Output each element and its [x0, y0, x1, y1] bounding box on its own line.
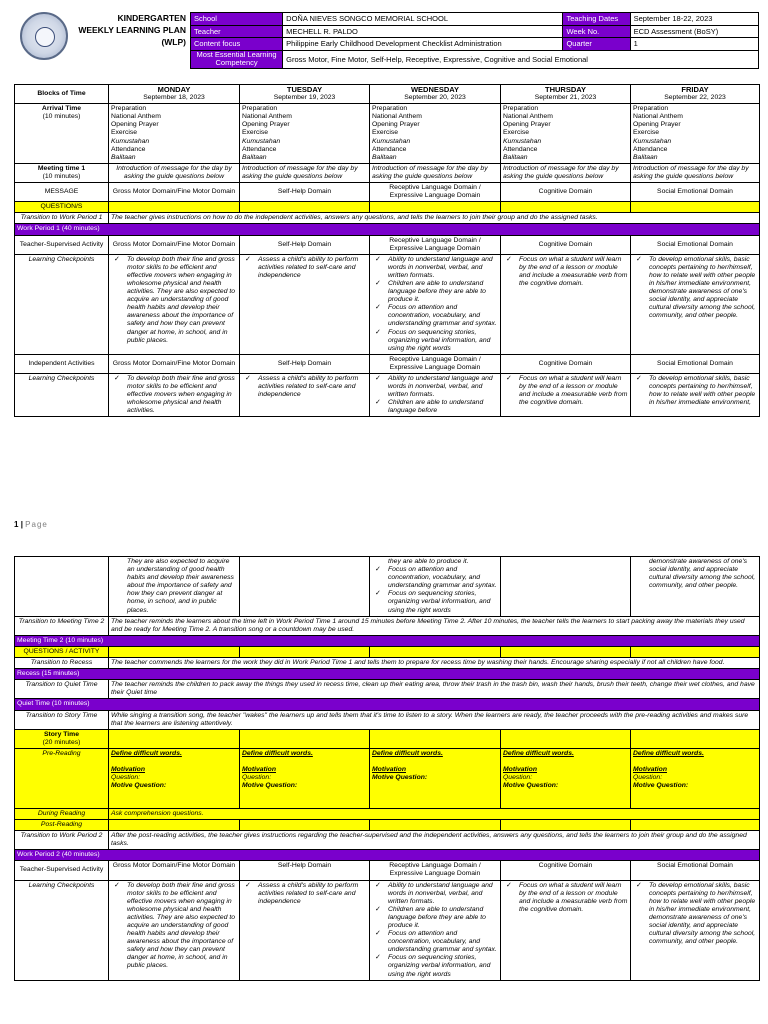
- blocks-of-time-header: Blocks of Time: [15, 85, 109, 104]
- selfhelp-checkpoints: ✓ Assess a child's ability to perform activities related to self-care and independence: [240, 374, 370, 417]
- receptive-checkpoints-continued: they are able to produce it. ✓ Focus on attention and concentration, vocabulary, and understanding grammar and syntax. ✓ Focus on sequencing stories, organizing verbal information, and using the right words: [370, 557, 501, 617]
- school-value: DOÑA NIEVES SONGCO MEMORIAL SCHOOL: [283, 13, 563, 26]
- meeting-time-1-row: [15, 163, 760, 182]
- arrival-item: Attendance: [111, 145, 146, 153]
- receptive-language-domain: Receptive Language Domain / Expressive Language Domain: [370, 235, 501, 254]
- school-label: School: [191, 13, 283, 26]
- selfhelp-checkpoints: ✓ Assess a child's ability to perform activities related to self-care and independence: [240, 880, 370, 980]
- transition-quiet-label: Transition to Quiet Time: [15, 680, 109, 699]
- arrival-item: National Anthem: [503, 113, 553, 121]
- teacher-supervised-label: Teacher-Supervised Activity: [15, 235, 109, 254]
- empty-cell: [240, 557, 370, 617]
- gross-motor-domain: Gross Motor Domain/Fine Motor Domain: [109, 235, 240, 254]
- arrival-item: Attendance: [633, 145, 668, 153]
- arrival-item: Opening Prayer: [372, 121, 420, 129]
- arrival-time-row: [15, 104, 760, 164]
- arrival-item: Balitaan: [111, 153, 136, 161]
- arrival-item: Balitaan: [503, 153, 528, 161]
- quiet-time-header-row: [15, 699, 760, 710]
- pre-reading-friday: Define difficult words. Motivation Question: Motive Question:: [631, 748, 760, 808]
- transition-quiet-text: The teacher reminds the children to pack away the things they used in recess time, clean up their eating area, throw their trash in the trash bin, wash their hands, brush their teeth, change their wet clothes, and have their Quiet time: [109, 680, 760, 699]
- story-cell: [109, 729, 240, 748]
- receptive-checkpoints: ✓ Ability to understand language and words in nonverbal, verbal, and written formats. ✓ Children are able to understand language before they are able to produce it. ✓ Focus on attention and concentration, vocabulary, and understanding grammar and syntax. ✓ Focus on sequencing stories, organizing verbal information, and using the right words: [370, 254, 501, 354]
- gross-motor-domain: Gross Motor Domain/Fine Motor Domain: [109, 861, 240, 880]
- gross-checkpoints: ✓ To develop both their fine and gross motor skills to be efficient and effective movers when engaging in wholesome physical and health activities.: [109, 374, 240, 417]
- learning-checkpoints-label: Learning Checkpoints: [15, 254, 109, 354]
- self-help-domain: Self-Help Domain: [240, 354, 370, 373]
- during-reading-label: During Reading: [15, 808, 109, 819]
- receptive-checkpoints: ✓ Ability to understand language and words in nonverbal, verbal, and written formats. ✓ Children are able to understand language before: [370, 374, 501, 417]
- quarter-label: Quarter: [563, 38, 630, 51]
- work-period-2-header: Work Period 2 (40 minutes): [15, 850, 760, 861]
- pre-reading-wednesday: Define difficult words. Motivation Motive Question:: [370, 748, 501, 808]
- pre-reading-monday: Define difficult words. Motivation Question: Motive Question:: [109, 748, 240, 808]
- pre-reading-thursday: Define difficult words. Motivation Question: Motive Question:: [501, 748, 631, 808]
- post-reading-cell: [109, 819, 240, 830]
- arrival-item: Kumustahan: [503, 137, 542, 145]
- arrival-item: Exercise: [242, 129, 269, 137]
- week-value: ECD Assessment (BoSY): [630, 25, 758, 38]
- questions-cell: [631, 202, 760, 213]
- self-help-domain: Self-Help Domain: [240, 861, 370, 880]
- wlp-table-page-1: [14, 84, 760, 417]
- content-focus-label: Content focus: [191, 38, 283, 51]
- questions-row: [15, 202, 760, 213]
- work-period-1-header-row: [15, 224, 760, 235]
- transition-meeting2-label: Transition to Meeting Time 2: [15, 616, 109, 635]
- friday-header: FRIDAY September 22, 2023: [631, 85, 760, 104]
- story-time-row: [15, 729, 760, 748]
- cognitive-checkpoints: ✓ Focus on what a student will learn by the end of a lesson or module and include a measurable verb from the cognitive domain.: [501, 254, 631, 354]
- during-reading-row: [15, 808, 760, 819]
- plan-header: [14, 10, 759, 72]
- social-emotional-domain: Social Emotional Domain: [631, 354, 760, 373]
- arrival-item: Exercise: [372, 129, 399, 137]
- receptive-language-domain: Receptive Language Domain / Expressive Language Domain: [370, 183, 501, 202]
- plan-title: KINDERGARTEN WEEKLY LEARNING PLAN (WLP): [78, 13, 186, 47]
- melc-label: Most Essential Learning Competency: [191, 50, 283, 68]
- post-reading-label: Post-Reading: [15, 819, 109, 830]
- selfhelp-checkpoints: ✓ Assess a child's ability to perform activities related to self-care and independence: [240, 254, 370, 354]
- arrival-list: [370, 104, 501, 164]
- questions-activity-label: QUESTIONS / ACTIVITY: [15, 646, 109, 657]
- transition-wp2-label: Transition to Work Period 2: [15, 831, 109, 850]
- post-reading-row: [15, 819, 760, 830]
- message-row: [15, 183, 760, 202]
- receptive-language-domain: Receptive Language Domain / Expressive Language Domain: [370, 861, 501, 880]
- cognitive-checkpoints: ✓ Focus on what a student will learn by the end of a lesson or module and include a measurable verb from the cognitive domain.: [501, 374, 631, 417]
- teacher-supervised-row: [15, 235, 760, 254]
- transition-recess-label: Transition to Recess: [15, 658, 109, 669]
- learning-checkpoints-row: [15, 254, 760, 354]
- meeting-time-2-header-row: [15, 635, 760, 646]
- arrival-item: Preparation: [633, 105, 669, 113]
- page-2: [0, 556, 768, 1024]
- social-emotional-domain: Social Emotional Domain: [631, 183, 760, 202]
- arrival-item: Balitaan: [372, 153, 397, 161]
- arrival-item: Attendance: [242, 145, 277, 153]
- gross-checkpoints: ✓ To develop both their fine and gross motor skills to be efficient and effective movers when engaging in wholesome physical and health activities. They are also expected to acquire an understanding of good health habits and develop their awareness about the importance of safety and how they can prevent danger at home, in school, and in public places.: [109, 254, 240, 354]
- header-info-table: [190, 12, 759, 69]
- arrival-item: Attendance: [372, 145, 407, 153]
- arrival-item: National Anthem: [111, 113, 161, 121]
- recess-header-row: [15, 669, 760, 680]
- arrival-item: Opening Prayer: [633, 121, 681, 129]
- story-time-label: Story Time (20 minutes): [15, 729, 109, 748]
- questions-cell: [109, 202, 240, 213]
- arrival-item: Opening Prayer: [503, 121, 551, 129]
- tuesday-header: TUESDAY September 19, 2023: [240, 85, 370, 104]
- teaching-dates-value: September 18-22, 2023: [630, 13, 758, 26]
- self-help-domain: Self-Help Domain: [240, 183, 370, 202]
- gross-checkpoints: ✓ To develop both their fine and gross motor skills to be efficient and effective movers when engaging in wholesome physical and health activities. They are also expected to acquire an understanding of good health habits and develop their awareness about the importance of safety and how they can prevent danger at home, in school, and in public places.: [109, 880, 240, 980]
- pre-reading-tuesday: Define difficult words. Motivation Question: Motive Question:: [240, 748, 370, 808]
- meeting-text: Introduction of message for the day by asking the guide questions below: [501, 163, 631, 182]
- post-reading-cell: [631, 819, 760, 830]
- arrival-list: [109, 104, 240, 164]
- arrival-item: Preparation: [242, 105, 278, 113]
- pre-reading-label: Pre-Reading: [15, 748, 109, 808]
- arrival-item: Kumustahan: [633, 137, 672, 145]
- self-help-domain: Self-Help Domain: [240, 235, 370, 254]
- page-footer: 1 | Page: [14, 520, 48, 529]
- meeting-time-2-header: Meeting Time 2 (10 minutes): [15, 635, 760, 646]
- arrival-list: [631, 104, 760, 164]
- pre-reading-row: [15, 748, 760, 808]
- post-reading-cell: [240, 819, 370, 830]
- transition-recess-text: The teacher commends the learners for the work they did in Work Period Time 1 and tells them to prepare for recess time by washing their hands. Encourage sharing especially if not all children have food.: [109, 658, 760, 669]
- melc-value: Gross Motor, Fine Motor, Self-Help, Receptive, Expressive, Cognitive and Social Emotional: [283, 50, 759, 68]
- questions-label: QUESTION/S: [15, 202, 109, 213]
- cognitive-checkpoints: ✓ Focus on what a student will learn by the end of a lesson or module and include a measurable verb from the cognitive domain.: [501, 880, 631, 980]
- arrival-item: Preparation: [111, 105, 147, 113]
- empty-cell: [15, 557, 109, 617]
- social-checkpoints-continued: demonstrate awareness of one's social identity, and appreciate cultural diversity among the school, community, and other people.: [631, 557, 760, 617]
- cognitive-domain: Cognitive Domain: [501, 183, 631, 202]
- arrival-item: Exercise: [111, 129, 138, 137]
- gross-checkpoints-continued: They are also expected to acquire an understanding of good health habits and develop their awareness about the importance of safety and how they can prevent danger at home, in school, and in public places.: [109, 557, 240, 617]
- story-cell: [370, 729, 501, 748]
- arrival-time-label: Arrival Time (10 minutes): [15, 104, 109, 164]
- gross-motor-domain: Gross Motor Domain/Fine Motor Domain: [109, 354, 240, 373]
- arrival-item: Balitaan: [242, 153, 267, 161]
- message-label: MESSAGE: [15, 183, 109, 202]
- transition-story-label: Transition to Story Time: [15, 710, 109, 729]
- questions-cell: [240, 646, 370, 657]
- arrival-item: Opening Prayer: [242, 121, 290, 129]
- transition-wp2-text: After the post-reading activities, the teacher gives instructions regarding the teacher-supervised and the independent activities, answers any questions, and tells the learners to join their group and do the assigned tasks.: [109, 831, 760, 850]
- social-emotional-domain: Social Emotional Domain: [631, 235, 760, 254]
- independent-activities-row: [15, 354, 760, 373]
- meeting-time-1-label: Meeting time 1 (10 minutes): [15, 163, 109, 182]
- learning-checkpoints-row: [15, 880, 760, 980]
- teacher-supervised-row: [15, 861, 760, 880]
- arrival-item: Attendance: [503, 145, 538, 153]
- arrival-item: Exercise: [503, 129, 530, 137]
- arrival-item: Preparation: [503, 105, 539, 113]
- post-reading-cell: [501, 819, 631, 830]
- questions-cell: [370, 646, 501, 657]
- questions-cell: [501, 202, 631, 213]
- social-emotional-domain: Social Emotional Domain: [631, 861, 760, 880]
- transition-meeting2-text: The teacher reminds the learners about the time left in Work Period Time 1 around 15 minutes before Meeting Time 2. After 10 minutes, the teacher tells the learners to start packing away the materials they used and be ready for Meeting Time 2. A transition song or a countdown may be used.: [109, 616, 760, 635]
- social-checkpoints: ✓ To develop emotional skills, basic concepts pertaining to her/himself, how to relate well with other people in his/her immediate environment,: [631, 374, 760, 417]
- transition-wp1-label: Transition to Work Period 1: [15, 213, 109, 224]
- arrival-item: Kumustahan: [372, 137, 411, 145]
- thursday-header: THURSDAY September 21, 2023: [501, 85, 631, 104]
- story-cell: [240, 729, 370, 748]
- independent-activities-label: Independent Activities: [15, 354, 109, 373]
- receptive-language-domain: Receptive Language Domain / Expressive Language Domain: [370, 354, 501, 373]
- work-period-2-header-row: [15, 850, 760, 861]
- questions-cell: [109, 646, 240, 657]
- meeting-text: Introduction of message for the day by asking the guide questions below: [370, 163, 501, 182]
- story-cell: [501, 729, 631, 748]
- transition-work-period-2-row: [15, 831, 760, 850]
- teacher-supervised-label: Teacher-Supervised Activity: [15, 861, 109, 880]
- teacher-label: Teacher: [191, 25, 283, 38]
- transition-work-period-1-row: [15, 213, 760, 224]
- transition-story-row: [15, 710, 760, 729]
- learning-checkpoints-label: Learning Checkpoints: [15, 880, 109, 980]
- checkpoints-continued-row: [15, 557, 760, 617]
- teaching-dates-label: Teaching Dates: [563, 13, 630, 26]
- recess-header: Recess (15 minutes): [15, 669, 760, 680]
- quiet-time-header: Quiet Time (10 minutes): [15, 699, 760, 710]
- learning-checkpoints-row: [15, 374, 760, 417]
- learning-checkpoints-label: Learning Checkpoints: [15, 374, 109, 417]
- cognitive-domain: Cognitive Domain: [501, 354, 631, 373]
- cognitive-domain: Cognitive Domain: [501, 235, 631, 254]
- teacher-value: MECHELL R. PALDO: [283, 25, 563, 38]
- post-reading-cell: [370, 819, 501, 830]
- transition-meeting-2-row: [15, 616, 760, 635]
- transition-quiet-row: [15, 680, 760, 699]
- meeting-text: Introduction of message for the day by asking the guide questions below: [631, 163, 760, 182]
- arrival-item: Opening Prayer: [111, 121, 159, 129]
- questions-cell: [370, 202, 501, 213]
- questions-cell: [240, 202, 370, 213]
- transition-recess-row: [15, 658, 760, 669]
- arrival-item: National Anthem: [633, 113, 683, 121]
- arrival-item: Balitaan: [633, 153, 658, 161]
- day-header-row: [15, 85, 760, 104]
- questions-cell: [631, 646, 760, 657]
- questions-activity-row: [15, 646, 760, 657]
- wlp-table-page-2: [14, 556, 760, 981]
- empty-cell: [501, 557, 631, 617]
- cognitive-domain: Cognitive Domain: [501, 861, 631, 880]
- week-label: Week No.: [563, 25, 630, 38]
- during-reading-text: Ask comprehension questions.: [109, 808, 760, 819]
- wednesday-header: WEDNESDAY September 20, 2023: [370, 85, 501, 104]
- monday-header: MONDAY September 18, 2023: [109, 85, 240, 104]
- arrival-item: Kumustahan: [111, 137, 150, 145]
- arrival-item: National Anthem: [242, 113, 292, 121]
- quarter-value: 1: [630, 38, 758, 51]
- social-checkpoints: ✓ To develop emotional skills, basic concepts pertaining to her/himself, how to relate well with other people in his/her immediate environment, demonstrate awareness of one's social identity, and appreciate cultural diversity among the school, community, and other people.: [631, 880, 760, 980]
- arrival-item: Exercise: [633, 129, 660, 137]
- story-cell: [631, 729, 760, 748]
- transition-wp1-text: The teacher gives instructions on how to do the independent activities, answers any questions, and tells the learners to join their group and do the assigned tasks.: [109, 213, 760, 224]
- arrival-list: [240, 104, 370, 164]
- arrival-item: Kumustahan: [242, 137, 281, 145]
- gross-motor-domain: Gross Motor Domain/Fine Motor Domain: [109, 183, 240, 202]
- social-checkpoints: ✓ To develop emotional skills, basic concepts pertaining to her/himself, how to relate well with other people in his/her immediate environment, demonstrate awareness of one's social identity, and appreciate cultural diversity among the school, community, and other people.: [631, 254, 760, 354]
- arrival-item: Preparation: [372, 105, 408, 113]
- arrival-list: [501, 104, 631, 164]
- receptive-checkpoints: ✓ Ability to understand language and words in nonverbal, verbal, and written formats. ✓ Children are able to understand language before they are able to produce it. ✓ Focus on attention and concentration, vocabulary, and understanding grammar and syntax. ✓ Focus on sequencing stories, organizing verbal information, and using the right words: [370, 880, 501, 980]
- content-focus-value: Philippine Early Childhood Development Checklist Administration: [283, 38, 563, 51]
- work-period-1-header: Work Period 1 (40 minutes): [15, 224, 760, 235]
- questions-cell: [501, 646, 631, 657]
- arrival-item: National Anthem: [372, 113, 422, 121]
- meeting-text: Introduction of message for the day by asking the guide questions below: [109, 163, 240, 182]
- transition-story-text: While singing a transition song, the teacher "wakes" the learners up and tells them that it's time to listen to a story. When the learners are ready, the teacher proceeds with the pre-reading activities and makes sure that the learners are listening attentively.: [109, 710, 760, 729]
- page-gap: [0, 536, 768, 556]
- meeting-text: Introduction of message for the day by asking the guide questions below: [240, 163, 370, 182]
